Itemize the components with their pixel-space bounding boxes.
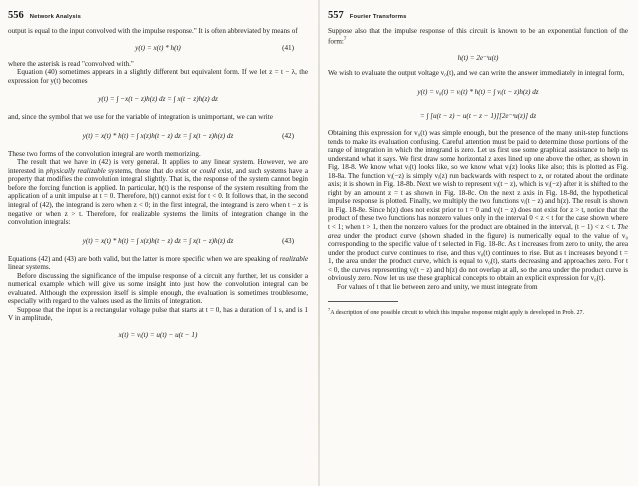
left-paragraph-6 — [8, 158, 308, 226]
equation-output-1 — [328, 83, 628, 101]
right-p3-text-a: Obtaining this expression for v₀(t) was simple enough, but the presence of the many unit-step functions tends to make its evaluation confusing. Careful attention must be paid to determine those portions of the range of integration in which the integrand is zero. Let us first use some graphical assistance to help us understand what it says. We first draw some horizontal z axes lined up one above the other, as shown in Fig. 18-8. We know what vᵢ(t) looks like, so we know what vᵢ(z) looks like also; this is plotted as Fig. 18-8a. The function vᵢ(−z) is simply vᵢ(z) run backwards with respect to z, or rotated about the ordinate axis; it is shown in Fig. 18-8b. Next we wish to represent vᵢ(t − z), which is vᵢ(−z) after it is shifted to the right by an amount z = t as shown in Fig. 18-8c. On the next z axis in Fig. 18-8d, the hypothetical impulse response is plotted. Finally, we multiply the two functions vᵢ(t − z) and h(z). The result is shown in Fig. 18-8e. Since h(z) does not exist prior to t = 0 and vᵢ(t − z) does not exist for z > t, notice that the product of these two functions has nonzero values only in the interval 0 < z < t for the case shown where t < 1; when t > 1, then the nonzero values for the product are obtained in the interval, (t − 1) < z < t. — [328, 129, 628, 232]
left-paragraph-9: Suppose that the input is a rectangular voltage pulse that starts at t = 0, has a duration of 1 s, and is 1 V in amplitude, — [8, 305, 308, 323]
left-paragraph-3: Equation (40) sometimes appears in a slightly different but equivalent form. If we let z = t − λ, the expression for y(t) becomes — [8, 68, 308, 85]
footnote-rule — [328, 301, 398, 302]
left-page-number: 556 — [8, 10, 24, 21]
equation-43 — [8, 232, 308, 250]
p7-emphasis: realizable — [279, 254, 308, 263]
left-paragraph-7 — [8, 255, 308, 272]
equation-output-1-body: y(t) = v₀(t) = vᵢ(t) * h(t) = ∫ vᵢ(t − z)h(z) dz — [417, 88, 539, 97]
p6-emphasis-2: do — [165, 166, 173, 175]
equation-42-body: y(t) = x(t) * h(t) = ∫ x(z)h(t − z) dz = ∫ x(t − z)h(z) dz — [82, 131, 234, 140]
p6-text-c: exist or — [172, 166, 200, 175]
equation-43-body: y(t) = x(t) * h(t) = ∫ x(z)h(t − z) dz = ∫ x(t − z)h(z) dz — [82, 236, 234, 245]
p7-text-a: Equations (42) and (43) are both valid, but the latter is more specific when we are speaking of — [8, 254, 280, 263]
footnote-mark: 7 — [328, 307, 331, 313]
equation-input-pulse — [8, 328, 308, 342]
right-paragraph-1 — [328, 27, 628, 45]
page-gutter — [318, 0, 320, 486]
right-p3-emphasis: The area — [328, 223, 628, 240]
right-p1-text: Suppose also that the impulse response of this circuit is known to be an exponential function of the form: — [328, 27, 628, 45]
footnote-text: A description of one possible circuit to which this impulse response might apply is developed in Prob. 27. — [330, 310, 585, 317]
equation-impulse-response-body: h(t) = 2e⁻ᵗu(t) — [457, 53, 499, 62]
equation-43-number: (43) — [282, 236, 294, 245]
equation-output-2 — [328, 106, 628, 124]
equation-41-number: (41) — [282, 43, 294, 52]
right-paragraph-4: For values of t that lie between zero and unity, we must integrate from — [337, 282, 538, 291]
p6-text-d: exist, and such systems have a property that modifies the convolution integral slightly. That is, the response of the system cannot begin before the forcing function is applied. In particular, h(t) is the response of the system resulting from the application of a unit impulse at t = 0. Therefore, h(t) cannot exist for t < 0. It follows that, in the second integral of (42), the integrand is zero when z < 0; in the first integral, the integrand is zero when t − z is negative or when z > t. Therefore, for realizable systems the limits of integration change in the convolution integrals: — [8, 166, 308, 227]
right-running-head: Fourier Transforms — [349, 14, 407, 20]
p6-text-b: systems, those that — [105, 166, 166, 175]
left-paragraph-2: where the asterisk is read "convolved with." — [8, 59, 134, 68]
right-page — [328, 10, 628, 480]
equation-41 — [8, 41, 308, 55]
p7-text-b: linear systems. — [8, 263, 51, 272]
equation-input-pulse-body: x(t) = vᵢ(t) = u(t) − u(t − 1) — [118, 331, 198, 340]
equation-42-number: (42) — [282, 131, 294, 140]
left-paragraph-1: output is equal to the input convolved with the impulse response." It is often abbreviated by means of — [8, 27, 298, 35]
footnote-reference: 7 — [343, 36, 347, 42]
left-page-header — [8, 10, 308, 21]
right-page-number: 557 — [328, 10, 344, 21]
left-paragraph-5: These two forms of the convolution integral are worth memorizing. — [8, 149, 201, 158]
right-paragraph-3 — [328, 129, 628, 283]
left-paragraph-4: and, since the symbol that we use for the variable of integration is unimportant, we can write — [8, 113, 273, 122]
right-p3-text-b: under the product curve (shown shaded in the figure) is numerically equal to the value of v₀ corresponding to the specific value of t selected in Fig. 18-8c. As t increases from zero to unity, the area under the product curve continues to rise, and thus v₀(t) continues to rise. But as t increases beyond t = 1, the area under the product curve, which is equal to v₀(t), starts decreasing and approaches zero. For t < 0, the curves representing vᵢ(t − z) and h(z) do not overlap at all, so the area under the product curve is obviously zero. Now let us use these graphical concepts to obtain an explicit expression for v₀(t). — [328, 231, 628, 283]
equation-impulse-response — [328, 50, 628, 64]
equation-substitution — [8, 90, 308, 108]
footnote — [328, 306, 628, 317]
left-running-head: Network Analysis — [29, 14, 82, 20]
equation-41-body: y(t) = x(t) * h(t) — [135, 43, 181, 52]
left-paragraph-8: Before discussing the significance of the impulse response of a circuit any further, let us consider a numerical example which will give us some insight into just how the convolution integral can be evaluated. Although the expression itself is simple enough, the evaluation is sometimes troublesome, especially with regard to the values used as the limits of integration. — [8, 271, 308, 306]
right-paragraph-2: We wish to evaluate the output voltage v₀(t), and we can write the answer immediately in integral form, — [328, 69, 624, 78]
p6-text-a: The result that we have in (42) is very general. It applies to any linear system. However, we are interested in — [8, 158, 308, 175]
equation-substitution-body: y(t) = ∫ −x(t − z)h(z) dz = ∫ x(t − z)h(z) dz — [98, 95, 218, 104]
p6-emphasis-3: could — [199, 166, 216, 175]
equation-output-2-body: = ∫ [u(t − z) − u(t − z − 1)][2e⁻ᶻu(z)] dz — [419, 111, 537, 120]
right-page-header — [328, 10, 628, 21]
equation-42 — [8, 127, 308, 145]
p6-emphasis-1: physically realizable — [46, 166, 106, 175]
left-page — [8, 10, 308, 480]
